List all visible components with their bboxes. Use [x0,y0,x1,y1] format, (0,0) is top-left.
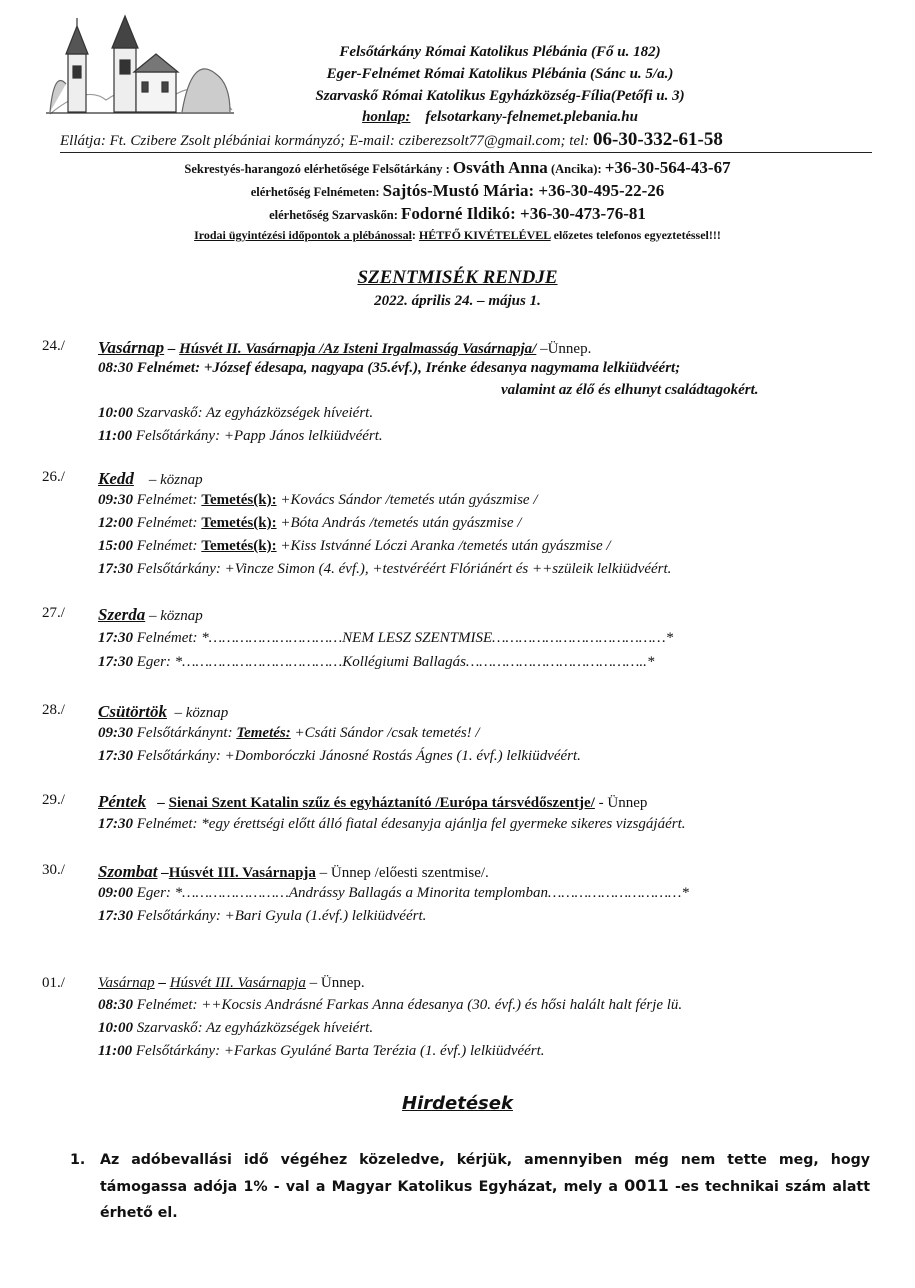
szarvasko-contact-value: Fodorné Ildikó: +36-30-473-76-81 [401,204,646,223]
homepage-line [240,109,760,126]
mass-entry [98,816,685,833]
mass-entry [98,997,682,1014]
mass-text: Felnémet: *egy érettségi előtt álló fiatal édesanyja ajánlja fel gyermeke sikeres vizsgájáért. [133,816,686,832]
mass-text: Felsőtárkány: +Bari Gyula (1.évf.) lelkiüdvéért. [133,908,427,924]
mass-place: Felnémet: [133,538,202,554]
day-dash: – [157,865,169,881]
funeral-label: Temetés(k): [201,492,277,508]
feast-rank: –Ünnep. [536,341,592,357]
parish-name-felsotarkany: Felsőtárkány Római Katolikus Plébánia (Fő u. 182) [339,44,661,60]
feast-rank: – Ünnep. [305,975,365,991]
feast-name: Húsvét II. Vasárnapja /Az Isteni Irgalmasság Vasárnapja/ [179,341,537,357]
day-name: Kedd [98,469,134,488]
mass-time: 08:30 [98,360,133,376]
parish-name-szarvasko: Szarvaskő Római Katolikus Egyházközség-Fília(Petőfi u. 3) [315,88,685,104]
sacristan-name: Osváth Anna [452,158,548,177]
day-name: Vasárnap [98,975,155,991]
mass-entry [98,1043,545,1060]
day-number: 28./ [42,702,65,718]
mass-text: Felnémet: +József édesapa, nagyapa (35.évf.), Irénke édesanya nagymama lelkiüdvéért; [133,360,681,376]
mass-time: 09:30 [98,492,133,508]
parish-name-felnemet: Eger-Felnémet Római Katolikus Plébánia (Sánc u. 5/a.) [326,66,674,82]
day-name: Vasárnap [98,338,165,357]
mass-text: Eger: *………………………………Kollégiumi Ballagás…………………………………..* [133,654,655,670]
sacristan-label: Sekrestyés-harangozó elérhetősége Felsőtárkány : [184,162,450,176]
day-name: Péntek [98,792,147,811]
mass-entry [98,428,383,445]
mass-text: Szarvaskő: Az egyházközségek híveiért. [133,1020,374,1036]
announcement-text: Az adóbevallási idő végéhez közeledve, kérjük, amennyiben még nem tette meg, hogy támogassa adója 1% - val a Magyar Katolikus Egyházat, mely a [100,1152,870,1195]
day-dash: – [154,975,170,991]
mass-entry [98,360,680,377]
mass-time: 17:30 [98,561,133,577]
mass-time: 15:00 [98,538,133,554]
mass-text: Felsőtárkány: +Domboróczki Jánosné Rostás Ágnes (1. évf.) lelkiüdvéért. [133,748,581,764]
mass-text: Felsőtárkány: +Vincze Simon (4. évf.), +testvéréért Flóriánért és ++szüleik lelkiüdvéért. [133,561,672,577]
mass-time: 17:30 [98,748,133,764]
feast-rank: – köznap [148,608,203,624]
schedule-date-range: 2022. április 24. – május 1. [374,293,541,309]
office-hours-label: Irodai ügyintézési időpontok a plébánossal [194,228,412,242]
mass-entry [98,561,671,578]
felnemet-contact [0,181,915,201]
feast-rank: - Ünnep [594,795,648,811]
mass-text: Felnémet: *…………………………NEM LESZ SZENTMISE…………………………………* [133,630,674,646]
day-number: 26./ [42,469,65,485]
mass-text: +Csáti Sándor /csak temetés! / [290,725,480,741]
announcement-text-end: -es technikai szám alatt érhető el. [100,1179,870,1221]
day-number: 01./ [42,975,65,991]
priest-contact-line [60,129,723,151]
mass-time: 17:30 [98,816,133,832]
feast-name: Húsvét III. Vasárnapja [169,975,306,991]
announcements-title: Hirdetések [402,1093,513,1114]
office-hours-colon: : [411,228,416,242]
priest-phone: 06-30-332-61-58 [593,129,723,150]
schedule-title: SZENTMISÉK RENDJE [357,267,558,288]
mass-time: 10:00 [98,405,133,421]
mass-time: 17:30 [98,908,133,924]
day-number: 29./ [42,792,65,808]
mass-text: Szarvaskő: Az egyházközségek híveiért. [133,405,374,421]
sacristan-phone: +36-30-564-43-67 [604,158,731,177]
sacristan-contact [0,158,915,178]
day-dash: – [153,795,169,811]
mass-text: Felsőtárkány: +Farkas Gyuláné Barta Terézia (1. évf.) lelkiüdvéért. [132,1043,545,1059]
priest-contact-text: Ellátja: Ft. Czibere Zsolt plébániai kormányzó; E-mail: cziberezsolt77@gmail.com; tel: [60,133,590,149]
mass-time: 11:00 [98,1043,133,1059]
church-logo [46,14,234,120]
mass-entry [98,908,426,925]
mass-time: 17:30 [98,630,133,646]
mass-time: 12:00 [98,515,133,531]
technical-code: 0011 [624,1176,669,1195]
feast-rank: – Ünnep /előesti szentmise/. [315,865,489,881]
mass-entry [98,538,611,555]
homepage-label: honlap: [362,109,411,125]
day-name: Szerda [98,605,146,624]
feast-rank: – köznap [174,705,229,721]
homepage-link[interactable]: felsotarkany-felnemet.plebania.hu [425,109,638,125]
mass-place: Felnémet: [133,515,202,531]
feast-name: Húsvét III. Vasárnapja [168,865,316,881]
mass-time: 09:00 [98,885,133,901]
mass-text: Felnémet: ++Kocsis Andrásné Farkas Anna édesanya (30. évf.) és hősi halált halt férje lü. [133,997,683,1013]
funeral-label: Temetés(k): [201,538,277,554]
mass-entry [98,405,373,422]
felnemet-contact-value: Sajtós-Mustó Mária: +36-30-495-22-26 [382,181,665,200]
mass-place: Felsőtárkánynt: [133,725,237,741]
mass-entry [98,492,538,509]
mass-entry [98,748,581,765]
day-name: Csütörtök [98,702,167,721]
mass-time: 17:30 [98,654,133,670]
mass-entry [98,1020,373,1037]
day-number: 30./ [42,862,65,878]
mass-entry [98,630,673,647]
funeral-label: Temetés: [236,725,291,741]
header-divider [60,152,872,153]
office-hours-rest: előzetes telefonos egyeztetéssel!!! [553,228,721,242]
mass-text: Felsőtárkány: +Papp János lelkiüdvéért. [132,428,383,444]
mass-entry [98,654,654,671]
day-name: Szombat [98,862,158,881]
announcement-item [70,1147,870,1226]
mass-entry [98,515,521,532]
mass-text: valamint az élő és elhunyt családtagokért. [501,382,759,398]
mass-time: 09:30 [98,725,133,741]
szarvasko-contact [0,204,915,224]
mass-text: Eger: *……………………Andrássy Ballagás a Minorita templomban…………………………* [133,885,689,901]
announcement-number: 1. [70,1152,86,1168]
mass-text: +Kovács Sándor /temetés után gyászmise / [276,492,538,508]
mass-entry [98,725,480,742]
szarvasko-contact-label: elérhetőség Szarvaskőn: [269,208,398,222]
feast-name: Sienai Szent Katalin szűz és egyháztanító /Európa társvédőszentje/ [168,795,595,811]
office-hours-exception: HÉTFŐ KIVÉTELÉVEL [418,228,551,242]
day-dash: – [164,341,180,357]
sacristan-nickname: (Ancika): [550,162,602,176]
mass-text: +Kiss Istvánné Lóczi Aranka /temetés után gyászmise / [276,538,611,554]
felnemet-contact-label: elérhetőség Felnémeten: [250,185,380,199]
office-hours-note [0,228,915,243]
mass-text: +Bóta András /temetés után gyászmise / [276,515,522,531]
feast-rank: – köznap [148,472,203,488]
mass-place: Felnémet: [133,492,202,508]
day-number: 27./ [42,605,65,621]
mass-time: 11:00 [98,428,133,444]
mass-time: 08:30 [98,997,133,1013]
mass-entry [98,885,689,902]
funeral-label: Temetés(k): [201,515,277,531]
day-number: 24./ [42,338,65,354]
mass-time: 10:00 [98,1020,133,1036]
mass-continuation [501,382,759,399]
